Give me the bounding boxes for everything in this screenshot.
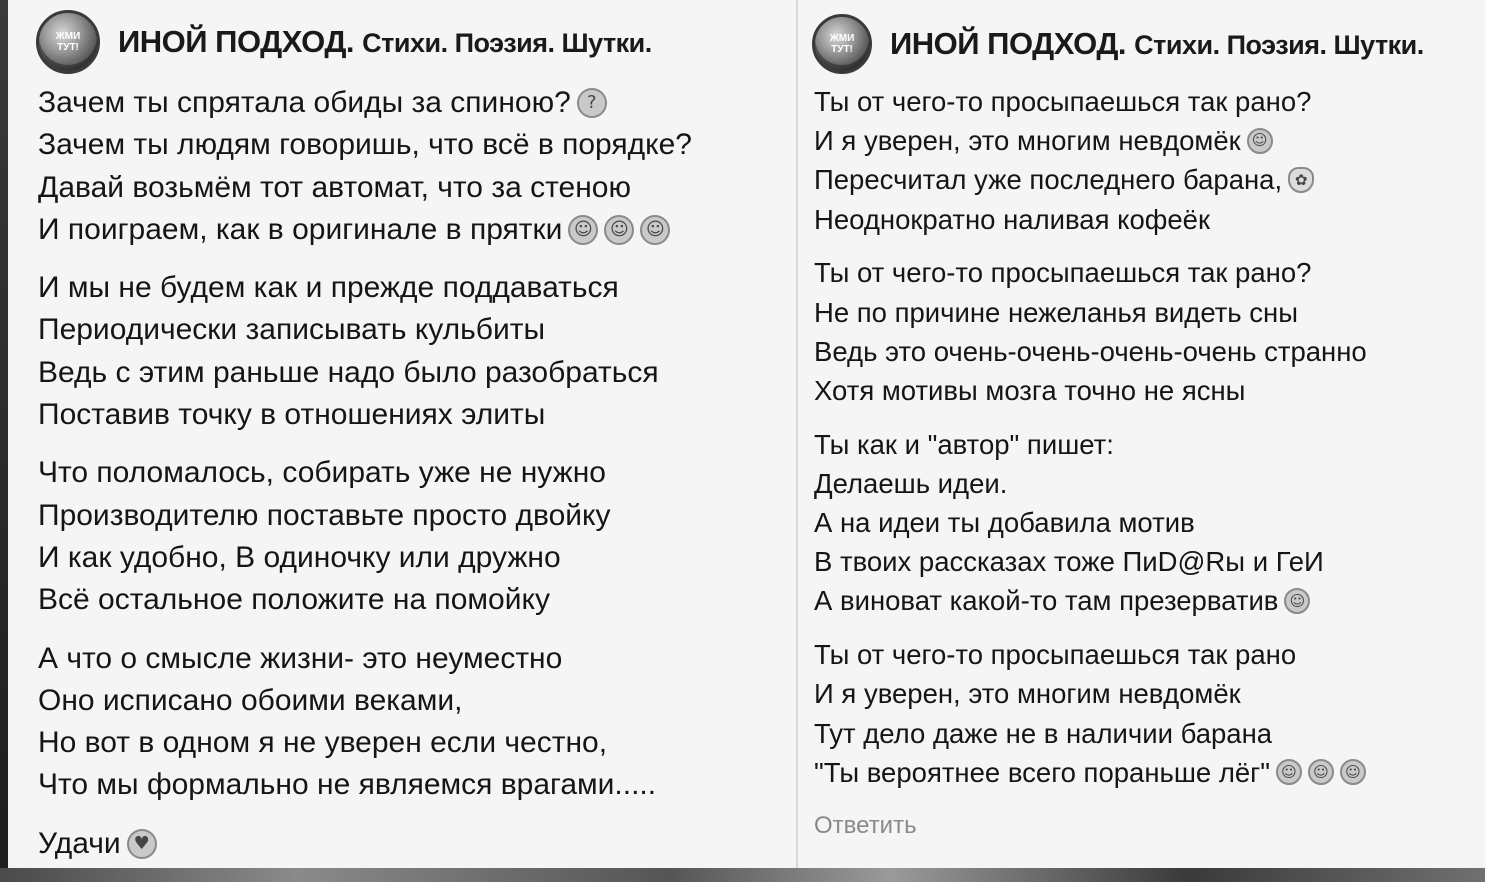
poem-line [38,267,692,309]
poem-line-text: Поставив точку в отношениях элиты [38,398,546,432]
thinking-face-icon: ? [577,88,607,118]
stanza [814,635,1367,792]
poem-line-text: Периодически записывать кульбиты [38,313,546,347]
stanza [814,425,1367,621]
poem-line [38,722,692,764]
poem-line-text: Ведь это очень-очень-очень-очень странно [814,335,1367,367]
avatar-label-bottom: ТУТ! [57,42,79,53]
poem-line-text: Ты от чего-то просыпаешься так рано [814,639,1297,671]
poem-line-text: Зачем ты людям говоришь, что всё в порядке? [38,128,692,162]
group-avatar[interactable] [812,14,872,74]
poem-line [38,452,692,494]
group-name-main: ИНОЙ ПОДХОД. [890,26,1127,61]
poem-line [38,167,692,209]
poem-line [814,293,1367,332]
left-comment-header [36,10,652,74]
poem-line [814,160,1367,199]
poem-line-text: Тут дело даже не в наличии барана [814,717,1273,749]
poem-line [814,714,1367,753]
closing-line [38,823,692,865]
avatar-label-bottom: ТУТ! [831,44,853,55]
group-name-link[interactable] [118,24,652,60]
rofl-icon: ☺ [1340,759,1366,785]
poem-line [38,764,692,806]
stanza [38,267,692,436]
poem-line-text: В твоих рассказах тоже ПиD@Rы и ГеИ [814,546,1324,578]
poem-line-text: Пересчитал уже последнего барана, [814,164,1283,196]
poem-line-text: Ты как и "автор" пишет: [814,428,1114,460]
tears-of-joy-icon: ☺ [568,215,598,245]
poem-line-text: Что мы формально не являемся врагами..... [38,768,657,802]
stanza [38,452,692,621]
poem-line-text: Производителю поставьте просто двойку [38,498,611,532]
poem-line [38,579,692,621]
rofl-icon: ☺ [1308,759,1334,785]
group-avatar[interactable] [36,10,100,74]
poem-line-text: Всё остальное положите на помойку [38,583,550,617]
poem-line [814,253,1367,292]
poem-line-text: И я уверен, это многим невдомёк [814,125,1241,157]
poem-line-text: И я уверен, это многим невдомёк [814,678,1241,710]
poem-line [38,209,692,251]
right-comment-card [796,0,1485,868]
poem-line-text: Ведь с этим раньше надо было разобраться [38,355,659,389]
tears-of-joy-icon: ☺ [640,215,670,245]
background-edge [0,0,8,882]
poem-line [38,537,692,579]
avatar-label-top: ЖМИ [829,33,855,44]
poem-line [814,581,1367,620]
poem-line-text: Неоднократно наливая кофеёк [814,203,1210,235]
poem-line [814,371,1367,410]
left-comment-card [8,0,796,870]
poem-line [814,425,1367,464]
poem-line [814,332,1367,371]
poem-line-text: Зачем ты спрятала обиды за спиною? [38,86,571,119]
grinning-sweat-icon: ☺ [1247,128,1273,154]
right-comment-header [812,14,1424,74]
stanza [814,82,1367,239]
poem-line-text: А что о смысле жизни- это неуместно [38,641,563,675]
poem-line [814,635,1367,674]
group-name-sub: Стихи. Поэзия. Шутки. [1134,30,1424,60]
poem-line-text: Ты от чего-то просыпаешься так рано? [814,257,1312,289]
poem-line-text: Оно исписано обоими веками, [38,683,463,717]
tears-of-joy-icon: ☺ [604,215,634,245]
poem-line-text: И мы не будем как и прежде поддаваться [38,271,619,305]
left-comment-text [38,82,692,865]
poem-line-text: А на идеи ты добавила мотив [814,507,1195,539]
poem-line-text: И поиграем, как в оригинале в прятки [38,212,563,246]
poem-line [38,638,692,680]
poem-line-text: Хотя мотивы мозга точно не ясны [814,374,1246,406]
poem-line-text: Не по причине нежеланья видеть сны [814,296,1298,328]
poem-line [814,82,1367,121]
poem-line [814,464,1367,503]
group-name-main: ИНОЙ ПОДХОД. [118,24,355,59]
rofl-icon: ☺ [1276,759,1302,785]
right-comment-text [814,82,1367,806]
reply-button[interactable]: Ответить [814,812,917,839]
sheep-icon: ✿ [1288,167,1314,193]
poem-line [38,124,692,166]
poem-line-text: Ты от чего-то просыпаешься так рано? [814,86,1312,117]
poem-line [814,503,1367,542]
poem-line-text: А виноват какой-то там презерватив [814,585,1279,617]
stanza [38,82,692,251]
stanza [38,638,692,807]
poem-line [814,753,1367,792]
poem-line [38,82,692,124]
kiss-mark-icon: ♥ [127,829,157,859]
poem-line [814,542,1367,581]
poem-line [38,680,692,722]
poem-line [814,200,1367,239]
poem-line-text: И как удобно, В одиночку или дружно [38,540,561,574]
poem-line-text: Делаешь идеи. [814,467,1008,499]
closing-text: Удачи [38,826,121,860]
stanza [814,253,1367,410]
poem-line [814,674,1367,713]
poem-line-text: Давай возьмём тот автомат, что за стеною [38,170,631,204]
poem-line-text: Но вот в одном я не уверен если честно, [38,726,608,760]
poem-line-text: Что поломалось, собирать уже не нужно [38,456,606,490]
poem-line [38,309,692,351]
group-name-sub: Стихи. Поэзия. Шутки. [362,28,652,58]
avatar-label-top: ЖМИ [55,31,81,42]
rofl-icon: ☺ [1284,588,1310,614]
poem-line [38,394,692,436]
background-edge [0,868,1485,882]
poem-line [38,352,692,394]
group-name-link[interactable] [890,26,1424,62]
poem-line [814,121,1367,160]
poem-line-text: "Ты вероятнее всего пораньше лёг" [814,756,1270,788]
poem-line [38,495,692,537]
